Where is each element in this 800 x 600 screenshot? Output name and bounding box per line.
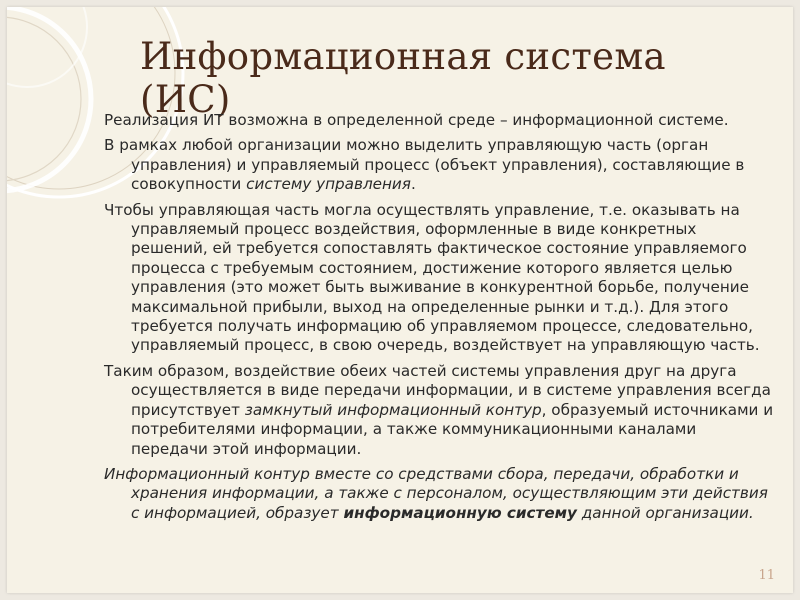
slide-body [104, 111, 776, 529]
paragraph [104, 362, 776, 459]
italic-text: Информационный контур вместе со средствами сбора, передачи, обработки и хранения информации, а также с персоналом, осуществляющим эти действия с информацией, образует [104, 464, 768, 522]
slide [7, 7, 793, 593]
text-segment: Реализация ИТ возможна в определенной среде – информационной системе. [104, 111, 729, 129]
text-segment: В рамках любой организации можно выделить управляющую часть (орган управления) и управляемый процесс (объект управления), составляющие в совокупности [104, 136, 745, 194]
italic-text: данной организации. [576, 503, 754, 522]
italic-text: систему управления [246, 175, 411, 194]
text-segment: Таким образом, воздействие обеих частей системы управления друг на друга осуществляется в виде передачи информации, и в системе управления всегда присутствует [104, 361, 771, 419]
paragraph [104, 136, 776, 194]
paragraph [104, 201, 776, 356]
paragraph [104, 111, 776, 130]
text-segment: Чтобы управляющая часть могла осуществлять управление, т.е. оказывать на управляемый процесс воздействия, оформленные в виде конкретных решений, ей требуется сопоставлять фактическое состояние управляемого процесса с требуемым состоянием, достижение которого является целью управления (это может быть выживание в конкурентной борьбе, получение максимальной прибыли, выход на определенные рынки и т.д.). Для этого требуется получать информацию об управляемом процессе, следовательно, управляемый процесс, в свою очередь, воздействует на управляющую часть. [104, 200, 760, 355]
slide-title: Информационная система (ИС) [140, 35, 666, 121]
page-number: 11 [758, 568, 775, 583]
bold-text: информационную систему [343, 503, 577, 522]
bold-italic-text [343, 504, 577, 522]
text-segment: , образуемый источниками и потребителями информации, а также коммуникационными каналами передачи этой информации. [131, 400, 774, 458]
text-segment: . [410, 175, 416, 194]
italic-text: замкнутый информационный контур [244, 400, 542, 419]
paragraph [104, 465, 776, 523]
